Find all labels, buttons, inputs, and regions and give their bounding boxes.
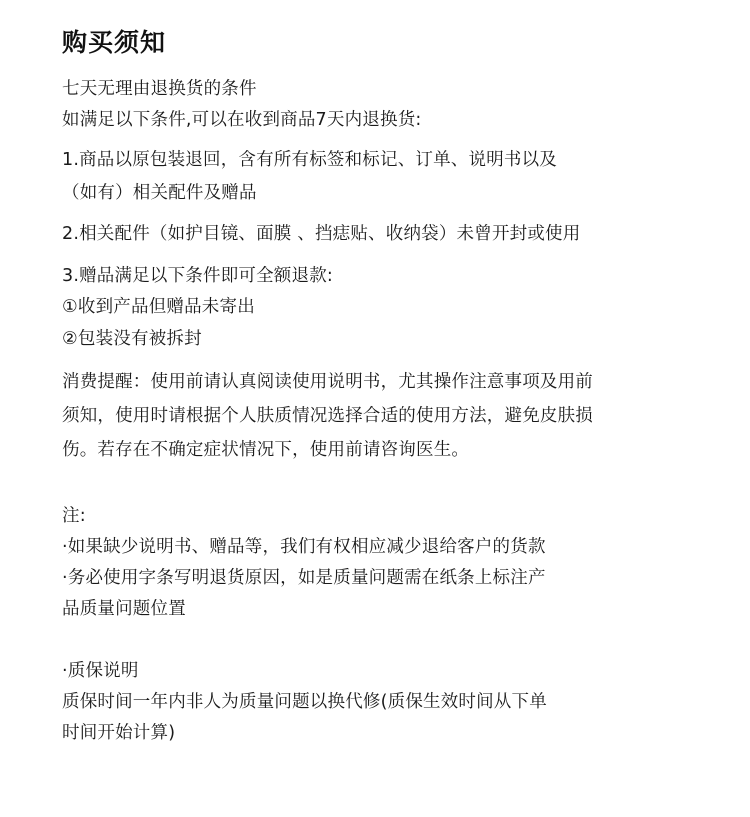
notes-heading: 注: xyxy=(62,506,86,526)
page-title: 购买须知 xyxy=(62,28,167,57)
warranty-line-1: 质保时间一年内非人为质量问题以换代修(质保生效时间从下单 xyxy=(62,692,547,712)
return-condition-3-heading: 3.赠品满足以下条件即可全额退款: xyxy=(62,266,333,286)
gift-condition-2: ②包装没有被拆封 xyxy=(62,329,202,349)
note-bullet-2-line-1: ·务必使用字条写明退货原因，如是质量问题需在纸条上标注产 xyxy=(62,568,546,588)
gift-condition-1: ①收到产品但赠品未寄出 xyxy=(62,297,255,317)
return-condition-2: 2.相关配件（如护目镜、面膜 、挡痣贴、收纳袋）未曾开封或使用 xyxy=(62,224,581,244)
return-condition-1-line-1: 1.商品以原包装退回，含有所有标签和标记、订单、说明书以及 xyxy=(62,150,557,170)
return-condition-1-line-2: （如有）相关配件及赠品 xyxy=(62,183,257,203)
return-policy-heading: 七天无理由退换货的条件 xyxy=(62,79,257,99)
warranty-heading: ·质保说明 xyxy=(62,661,139,681)
return-policy-intro: 如满足以下条件,可以在收到商品7天内退换货: xyxy=(62,110,422,130)
consumer-notice-line-3: 伤。若存在不确定症状情况下，使用前请咨询医生。 xyxy=(62,440,470,460)
note-bullet-1: ·如果缺少说明书、赠品等，我们有权相应减少退给客户的货款 xyxy=(62,537,546,557)
note-bullet-2-line-2: 品质量问题位置 xyxy=(62,599,186,619)
consumer-notice-line-2: 须知，使用时请根据个人肤质情况选择合适的使用方法，避免皮肤损 xyxy=(62,406,593,426)
warranty-line-2: 时间开始计算) xyxy=(62,723,176,743)
consumer-notice-line-1: 消费提醒：使用前请认真阅读使用说明书，尤其操作注意事项及用前 xyxy=(62,372,593,392)
